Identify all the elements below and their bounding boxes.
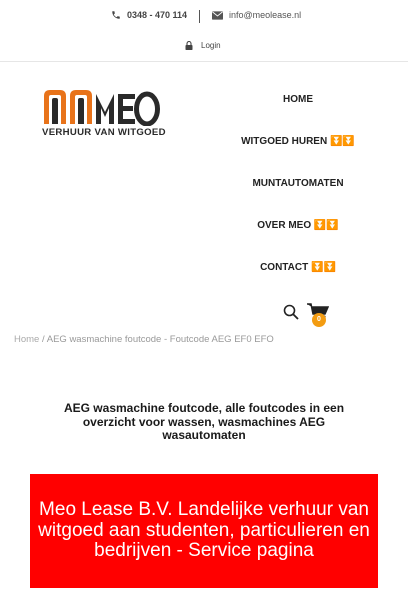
email-address: info@meolease.nl [229, 10, 302, 20]
top-bar [0, 0, 408, 62]
contact-row [0, 10, 408, 24]
login-link[interactable] [185, 41, 221, 50]
cart-count-badge: 0 [312, 313, 326, 327]
phone-number: 0348 - 470 114 [127, 10, 188, 20]
envelope-icon [212, 11, 223, 20]
phone-link[interactable] [111, 10, 187, 20]
lock-icon [185, 41, 193, 50]
service-banner-text: Meo Lease B.V. Landelijke verhuur van witgoed aan studenten, particulieren en bedrijven - Service pagina [38, 499, 370, 562]
contact-divider [199, 10, 200, 23]
login-label: Login [201, 41, 221, 50]
breadcrumb-home[interactable]: Home [14, 334, 40, 345]
service-banner [30, 474, 378, 588]
breadcrumb-current: AEG wasmachine foutcode - Foutcode AEG EF0 EFO [46, 334, 274, 345]
page-title: AEG wasmachine foutcode, alle foutcodes in een overzicht voor wassen, wasmachines AEG wasautomaten [63, 401, 345, 442]
nav-item-muntautomaten[interactable]: MUNTAUTOMATEN [252, 178, 344, 189]
cart-button[interactable] [307, 303, 331, 327]
search-icon[interactable] [283, 304, 299, 320]
nav-item-contact[interactable]: CONTACT ⏬⏬ [260, 262, 336, 273]
email-link[interactable] [212, 10, 301, 20]
nav-item-home[interactable]: HOME [283, 94, 313, 105]
nav-item-witgoed-huren[interactable]: WITGOED HUREN ⏬⏬ [241, 136, 355, 147]
meo-logo-mark [42, 88, 160, 126]
nav-item-over-meo[interactable]: OVER MEO ⏬⏬ [257, 220, 339, 231]
logo-tagline: VERHUUR VAN WITGOED [42, 127, 166, 138]
site-logo[interactable] [42, 88, 166, 143]
phone-icon [111, 10, 121, 20]
breadcrumb-separator: / [39, 334, 47, 345]
breadcrumb [14, 334, 274, 345]
